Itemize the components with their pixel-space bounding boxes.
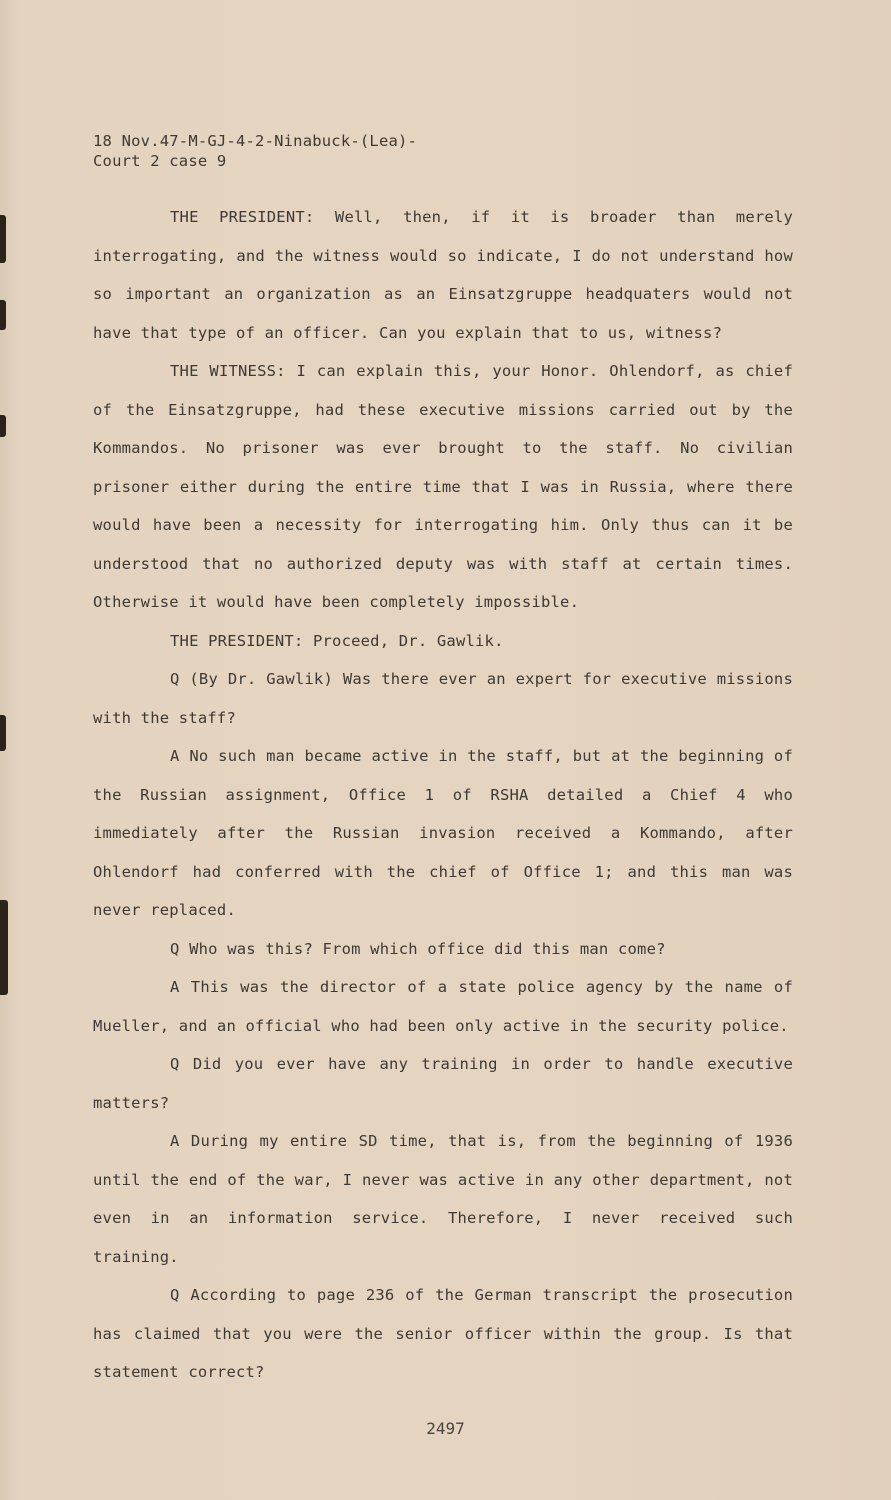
binding-mark	[0, 900, 8, 995]
transcript-paragraph: A During my entire SD time, that is, from the beginning of 1936 until the end of the war, I never was active in any other department, not even in an information service. Therefore, I never received such training.	[93, 1132, 793, 1266]
binding-mark	[0, 415, 6, 437]
transcript-paragraph: A This was the director of a state police agency by the name of Mueller, and an official who had been only active in the security police.	[93, 978, 793, 1035]
transcript-paragraph: THE PRESIDENT: Proceed, Dr. Gawlik.	[170, 631, 504, 650]
transcript-paragraph: Q According to page 236 of the German transcript the prosecution has claimed that you were the senior officer within the group. Is that statement correct?	[93, 1286, 793, 1381]
binding-mark	[0, 300, 6, 330]
header-reference-line: 18 Nov.47-M-GJ-4-2-Ninabuck-(Lea)-	[93, 132, 418, 150]
transcript-paragraph: THE WITNESS: I can explain this, your Honor. Ohlendorf, as chief of the Einsatzgruppe, had these executive missions carried out by the Kommandos. No prisoner was ever brought to the staff. No civilian prisoner either during the entire time that I was in Russia, where there would have been a necessity for interrogating him. Only thus can it be understood that no authorized deputy was with staff at certain times. Otherwise it would have been completely impossible.	[93, 362, 793, 611]
binding-mark	[0, 715, 6, 751]
page-number: 2497	[426, 1419, 465, 1438]
transcript-paragraph: A No such man became active in the staff, but at the beginning of the Russian assignment, Office 1 of RSHA detailed a Chief 4 who immediately after the Russian invasion received a Kommando, after Ohlendorf had conferred with the chief of Office 1; and this man was never replaced.	[93, 747, 793, 919]
document-header	[93, 131, 417, 171]
transcript-body	[93, 198, 793, 1392]
transcript-paragraph: Q Who was this? From which office did this man come?	[170, 939, 666, 958]
binding-mark	[0, 215, 6, 263]
header-court-line: Court 2 case 9	[93, 152, 227, 170]
transcript-paragraph: Q (By Dr. Gawlik) Was there ever an expert for executive missions with the staff?	[93, 670, 793, 727]
transcript-paragraph: THE PRESIDENT: Well, then, if it is broader than merely interrogating, and the witness would so indicate, I do not understand how so important an organization as an Einsatzgruppe headquaters would not have that type of an officer. Can you explain that to us, witness?	[93, 208, 793, 342]
transcript-paragraph: Q Did you ever have any training in order to handle executive matters?	[93, 1055, 793, 1112]
